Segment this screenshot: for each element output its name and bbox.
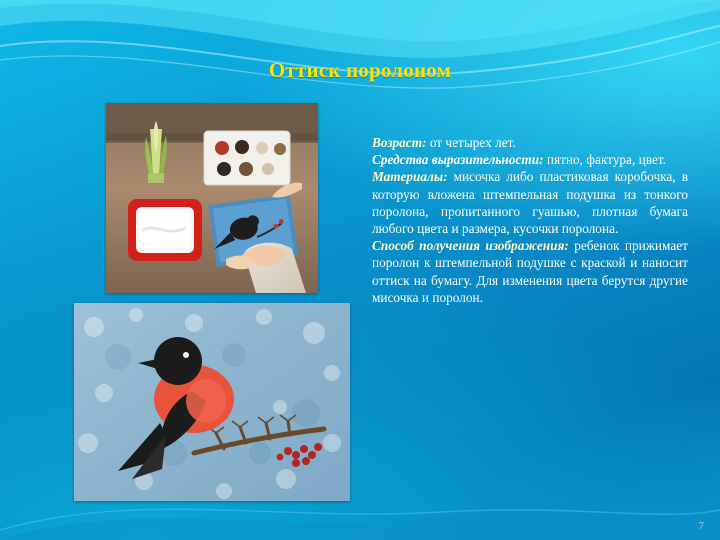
text-materials: мисочка либо пластиковая коробочка, в которую вложена штемпельная подушка из тонкого поролона, пропитанного гуашью, плотная бумага любого цвета и размера, кусочки поролона. [372, 169, 688, 237]
photo-materials-on-table [106, 103, 318, 293]
slide-number: 7 [698, 520, 704, 532]
paragraph-means [372, 151, 688, 168]
label-means: Средства выразительности: [372, 152, 544, 168]
paragraph-age [372, 134, 688, 151]
page-title: Оттиск поролоном [268, 58, 452, 82]
paragraph-method [372, 237, 688, 306]
label-method: Способ получения изображения: [372, 238, 569, 254]
label-materials: Материалы: [372, 169, 448, 185]
description-text [372, 134, 688, 306]
text-age: от четырех лет. [426, 135, 516, 150]
text-method: ребенок прижимает поролон к штемпельной подушке с краской и наносит оттиск на бумагу. Для изменения цвета берутся другие мисочка и поролон. [372, 238, 688, 305]
paragraph-materials [372, 168, 688, 237]
text-means: пятно, фактура, цвет. [543, 152, 666, 168]
label-age: Возраст: [372, 135, 427, 150]
photo-bullfinch-artwork [74, 303, 350, 501]
